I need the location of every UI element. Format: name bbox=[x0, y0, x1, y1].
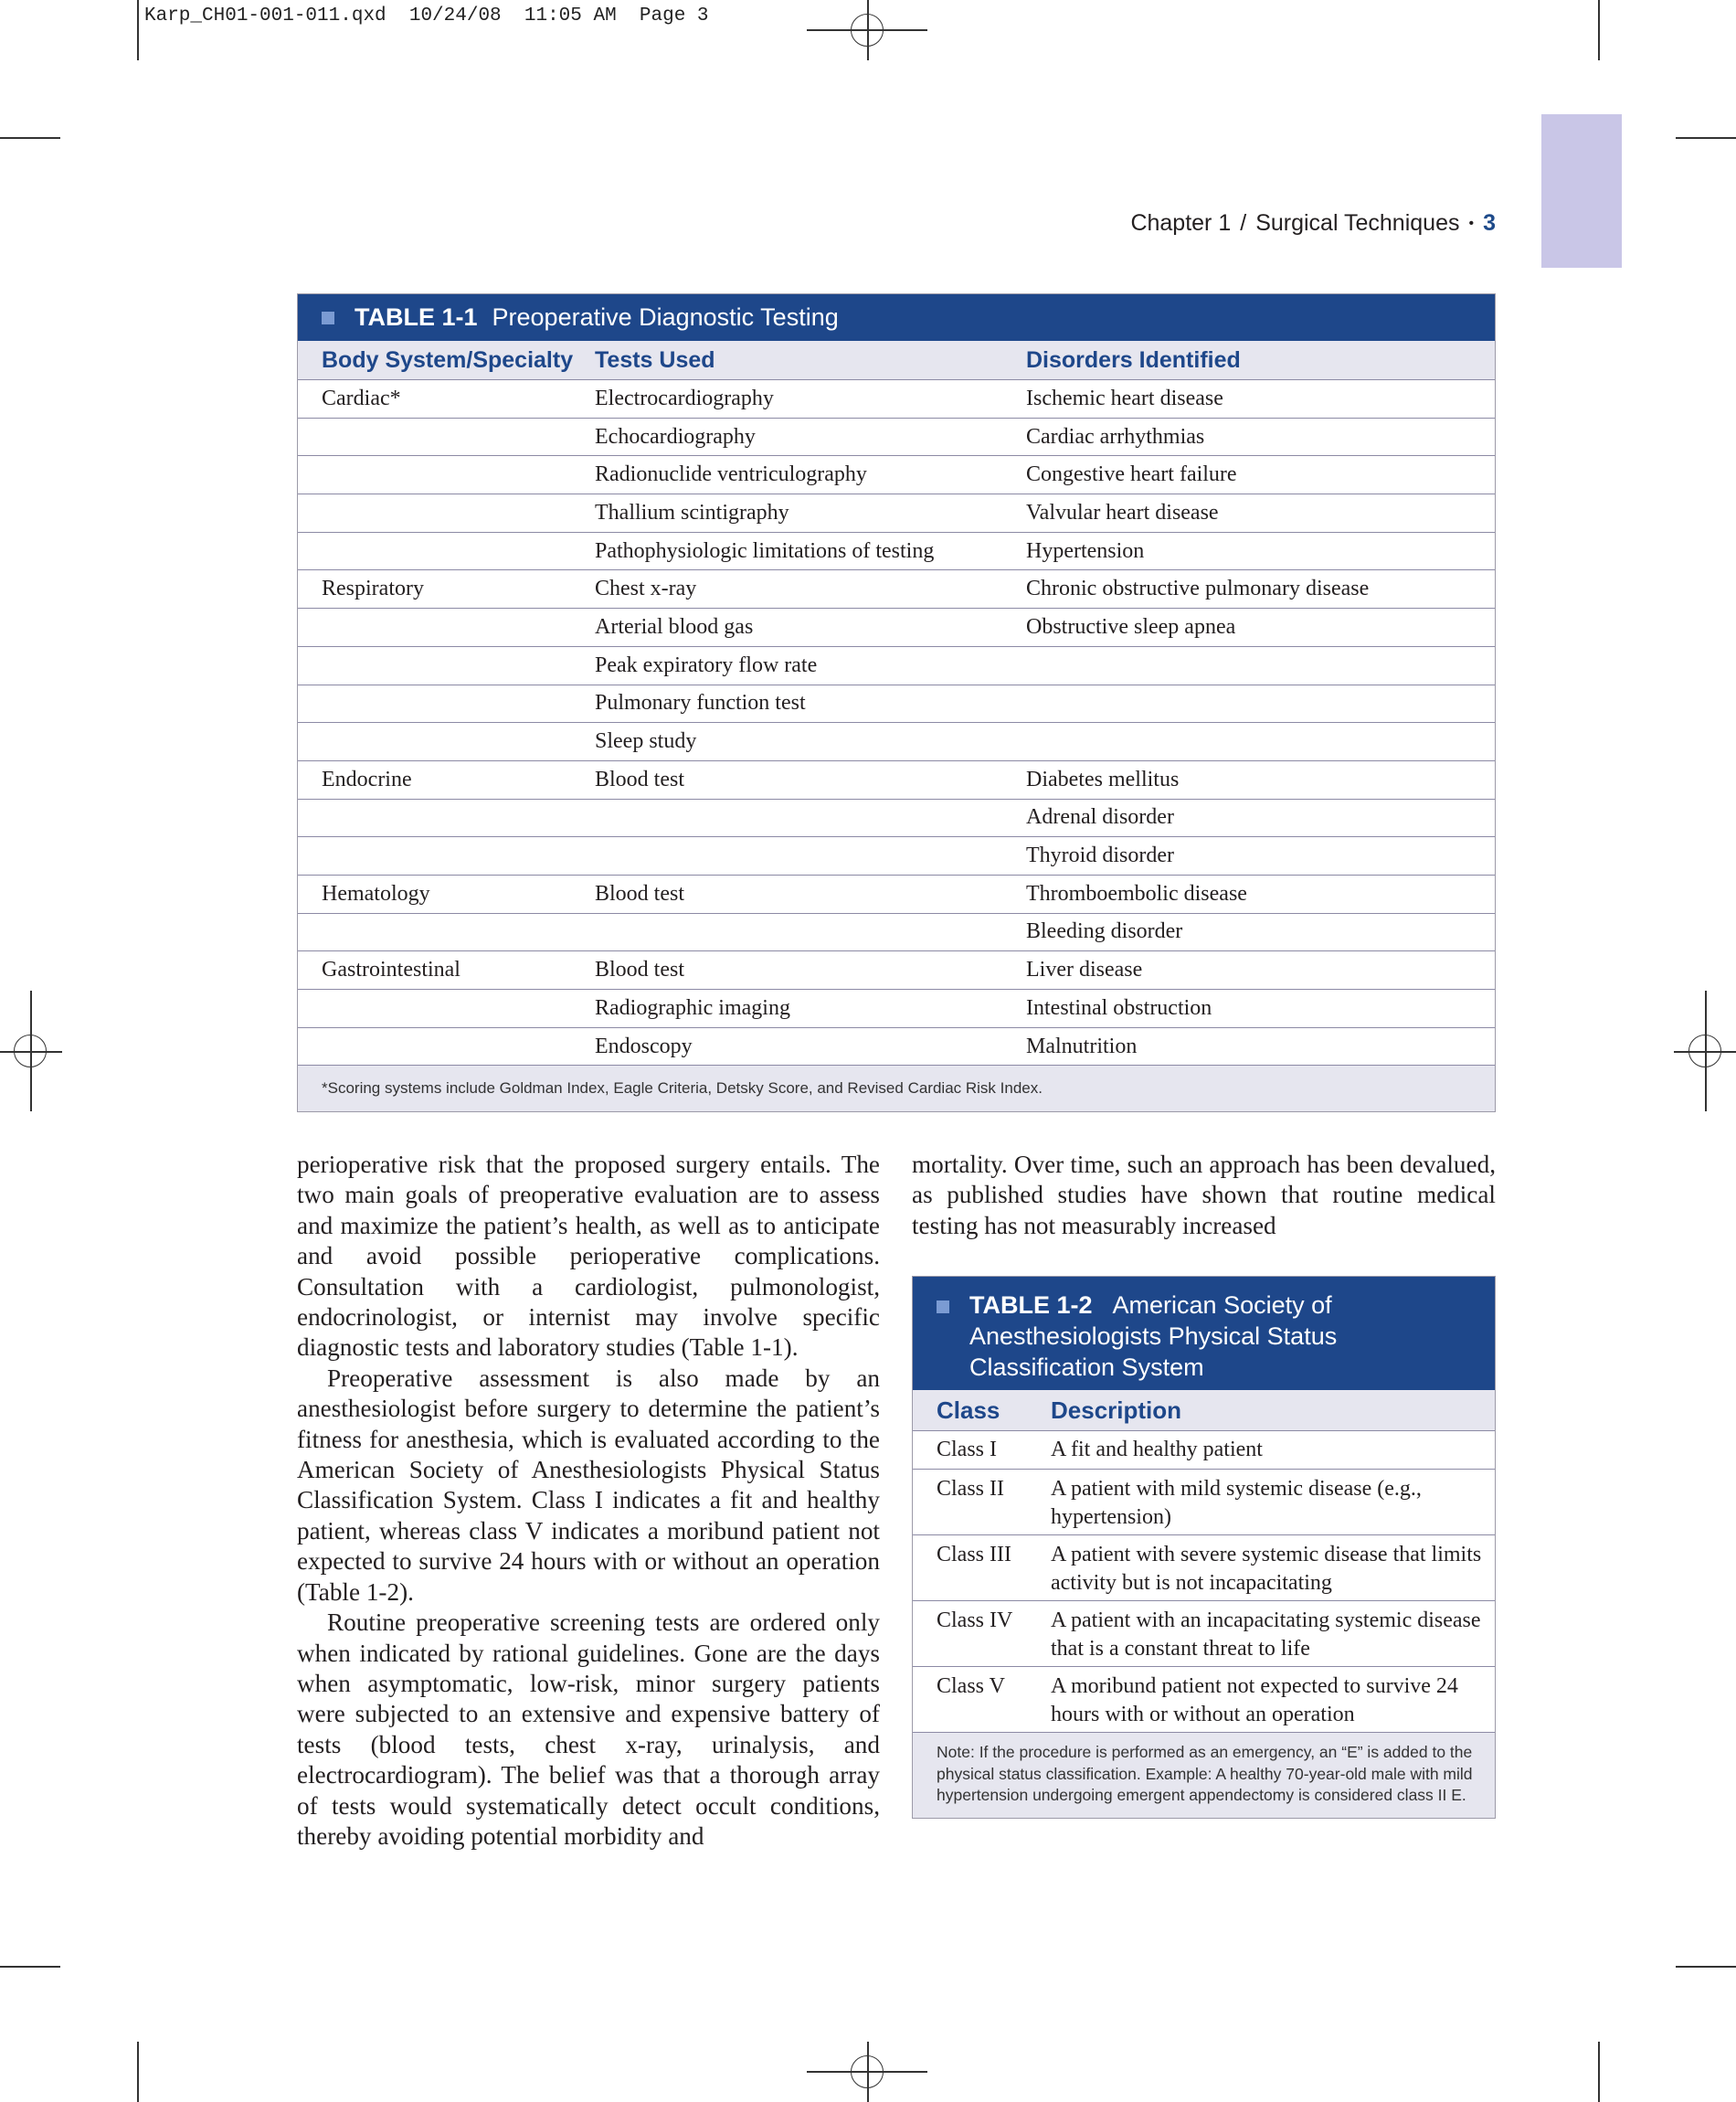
table-body bbox=[913, 1431, 1495, 1733]
table-row bbox=[298, 647, 1495, 685]
registration-mark-bottom bbox=[807, 2042, 927, 2102]
table-cell: Blood test bbox=[595, 767, 685, 791]
table-cell: Class I bbox=[937, 1438, 997, 1461]
table-cell: Chest x-ray bbox=[595, 577, 697, 601]
table-cell: Echocardiography bbox=[595, 424, 756, 449]
table-cell: Endocrine bbox=[322, 767, 412, 791]
table-row bbox=[298, 876, 1495, 914]
registration-mark-left bbox=[0, 991, 62, 1111]
table-cell: Respiratory bbox=[322, 577, 424, 601]
table-cell: Gastrointestinal bbox=[322, 958, 460, 982]
chapter-thumb-tab bbox=[1541, 114, 1622, 268]
table-cell: Bleeding disorder bbox=[1026, 919, 1183, 944]
table-row bbox=[298, 456, 1495, 494]
column-header: Tests Used bbox=[595, 346, 715, 373]
paragraph: Preoperative assessment is also made by an anesthesiologist before surgery to determine the patient’s fitness for anesthesia, which is evaluated according to the American Society of Anesthesiologists Physical Status Classification System. Class I indicates a fit and healthy patient, whereas class V indicates a moribund patient not expected to survive 24 hours with or without an operation (Table 1-2). bbox=[297, 1364, 880, 1606]
table-cell: Pathophysiologic limitations of testing bbox=[595, 538, 935, 563]
table-row bbox=[298, 723, 1495, 761]
table-number: TABLE 1-2 bbox=[969, 1291, 1093, 1319]
table-cell: Congestive heart failure bbox=[1026, 462, 1237, 487]
table-title-bar bbox=[298, 294, 1495, 341]
page-number: 3 bbox=[1483, 210, 1496, 236]
table-cell: Blood test bbox=[595, 958, 685, 982]
square-bullet-icon bbox=[937, 1300, 949, 1313]
table-row bbox=[298, 419, 1495, 457]
crop-mark bbox=[0, 137, 60, 139]
table-cell: Intestinal obstruction bbox=[1026, 995, 1212, 1020]
table-cell: Class IV bbox=[937, 1608, 1013, 1632]
chapter-label: Chapter 1 bbox=[1130, 210, 1232, 236]
table-row bbox=[913, 1431, 1495, 1470]
table-cell: A patient with an incapacitating systemic disease that is a constant threat to life bbox=[1051, 1608, 1481, 1661]
table-cell: Class III bbox=[937, 1543, 1011, 1566]
table-cell: Thyroid disorder bbox=[1026, 844, 1174, 868]
table-cell: Blood test bbox=[595, 881, 685, 906]
table-cell: Valvular heart disease bbox=[1026, 500, 1219, 525]
table-footnote: *Scoring systems include Goldman Index, Eagle Criteria, Detsky Score, and Revised Cardiac Risk Index. bbox=[298, 1066, 1495, 1111]
table-cell: A moribund patient not expected to survive 24 hours with or without an operation bbox=[1051, 1674, 1458, 1726]
paragraph: Routine preoperative screening tests are ordered only when indicated by rational guidelines. Gone are the days when asymptomatic, low-risk, minor surgery patients were subjected to an extensive and expensive battery of tests (blood tests, chest x-ray, urinalysis, and electrocardiogram). The belief was that a thorough array of tests would systematically detect occult conditions, thereby avoiding potential morbidity and bbox=[297, 1608, 880, 1850]
section-title: Surgical Techniques bbox=[1255, 210, 1460, 236]
table-title-bar bbox=[913, 1277, 1495, 1390]
crop-mark bbox=[1598, 2042, 1600, 2102]
table-cell: A fit and healthy patient bbox=[1051, 1438, 1263, 1461]
body-column-right bbox=[912, 1150, 1496, 1241]
paragraph: mortality. Over time, such an approach has been devalued, as published studies have shown that routine medical testing has not measurably increased bbox=[912, 1151, 1496, 1239]
column-header: Body System/Specialty bbox=[322, 346, 574, 373]
crop-mark bbox=[137, 0, 139, 60]
table-cell: Ischemic heart disease bbox=[1026, 386, 1223, 410]
table-row bbox=[913, 1667, 1495, 1733]
table-cell: Radiographic imaging bbox=[595, 995, 790, 1020]
table-cell: Hematology bbox=[322, 881, 430, 906]
table-body bbox=[298, 380, 1495, 1066]
table-cell: Thromboembolic disease bbox=[1026, 881, 1247, 906]
table-row bbox=[298, 533, 1495, 571]
table-row bbox=[298, 761, 1495, 800]
table-cell: A patient with mild systemic disease (e.g., hypertension) bbox=[1051, 1477, 1422, 1529]
table-cell: Endoscopy bbox=[595, 1034, 693, 1058]
table-row bbox=[298, 914, 1495, 952]
printer-slug: Karp_CH01-001-011.qxd 10/24/08 11:05 AM Page 3 bbox=[144, 5, 709, 27]
crop-mark bbox=[1676, 1966, 1736, 1968]
table-note: Note: If the procedure is performed as an emergency, an “E” is added to the physical status classification. Example: A healthy 70-year-old male with mild hypertension undergoing emergent appendectomy is considered class II E. bbox=[913, 1733, 1495, 1818]
table-row bbox=[913, 1601, 1495, 1667]
registration-mark-right bbox=[1674, 991, 1736, 1111]
table-cell: Cardiac arrhythmias bbox=[1026, 424, 1205, 449]
table-cell: Adrenal disorder bbox=[1026, 805, 1174, 830]
table-header-row bbox=[298, 341, 1495, 380]
table-header-row bbox=[913, 1390, 1495, 1431]
table-cell: Thallium scintigraphy bbox=[595, 500, 789, 525]
table-row bbox=[298, 1028, 1495, 1067]
table-row bbox=[913, 1535, 1495, 1601]
table-cell: Electrocardiography bbox=[595, 386, 774, 410]
crop-mark bbox=[137, 2042, 139, 2102]
column-header: Description bbox=[1051, 1396, 1182, 1424]
table-caption: Preoperative Diagnostic Testing bbox=[492, 303, 839, 331]
running-head bbox=[1130, 210, 1496, 237]
table-title-text bbox=[969, 1290, 1477, 1383]
table-cell: Liver disease bbox=[1026, 958, 1143, 982]
table-cell: Pulmonary function test bbox=[595, 691, 806, 716]
table-cell: Peak expiratory flow rate bbox=[595, 653, 818, 677]
table-cell: Cardiac* bbox=[322, 386, 401, 410]
table-cell: Hypertension bbox=[1026, 538, 1145, 563]
table-1-1 bbox=[297, 293, 1496, 1112]
table-number: TABLE 1-1 bbox=[355, 303, 478, 331]
table-cell: Class II bbox=[937, 1477, 1004, 1501]
column-header: Disorders Identified bbox=[1026, 346, 1241, 373]
crop-mark bbox=[1598, 0, 1600, 60]
column-header: Class bbox=[937, 1396, 1000, 1424]
table-row bbox=[298, 951, 1495, 990]
table-cell: A patient with severe systemic disease that limits activity but is not incapacitating bbox=[1051, 1543, 1482, 1595]
table-cell: Sleep study bbox=[595, 729, 697, 754]
registration-mark-top bbox=[807, 0, 927, 60]
table-cell: Class V bbox=[937, 1674, 1005, 1698]
table-row bbox=[298, 380, 1495, 419]
table-row bbox=[298, 685, 1495, 724]
crop-mark bbox=[0, 1966, 60, 1968]
separator: / bbox=[1240, 210, 1247, 236]
table-cell: Arterial blood gas bbox=[595, 614, 754, 639]
table-caption: American Society of Anesthesiologists Physical Status Classification System bbox=[969, 1291, 1338, 1381]
table-1-2 bbox=[912, 1276, 1496, 1819]
table-row bbox=[298, 990, 1495, 1028]
table-cell: Diabetes mellitus bbox=[1026, 767, 1180, 791]
paragraph: perioperative risk that the proposed surgery entails. The two main goals of preoperative evaluation are to assess and maximize the patient’s health, as well as to anticipate and avoid possible perioperative complications. Consultation with a cardiologist, pulmonologist, endocrinologist, or internist may involve specific diagnostic tests and laboratory studies (Table 1-1). bbox=[297, 1151, 880, 1362]
table-row bbox=[298, 570, 1495, 609]
bullet: • bbox=[1468, 215, 1475, 231]
body-column-left bbox=[297, 1150, 880, 1852]
square-bullet-icon bbox=[322, 312, 334, 324]
table-row bbox=[298, 609, 1495, 647]
table-row bbox=[298, 800, 1495, 838]
table-row bbox=[913, 1470, 1495, 1535]
table-cell: Radionuclide ventriculography bbox=[595, 462, 867, 487]
table-cell: Chronic obstructive pulmonary disease bbox=[1026, 577, 1370, 601]
table-row bbox=[298, 494, 1495, 533]
table-row bbox=[298, 837, 1495, 876]
table-cell: Obstructive sleep apnea bbox=[1026, 614, 1236, 639]
crop-mark bbox=[1676, 137, 1736, 139]
table-cell: Malnutrition bbox=[1026, 1034, 1138, 1058]
